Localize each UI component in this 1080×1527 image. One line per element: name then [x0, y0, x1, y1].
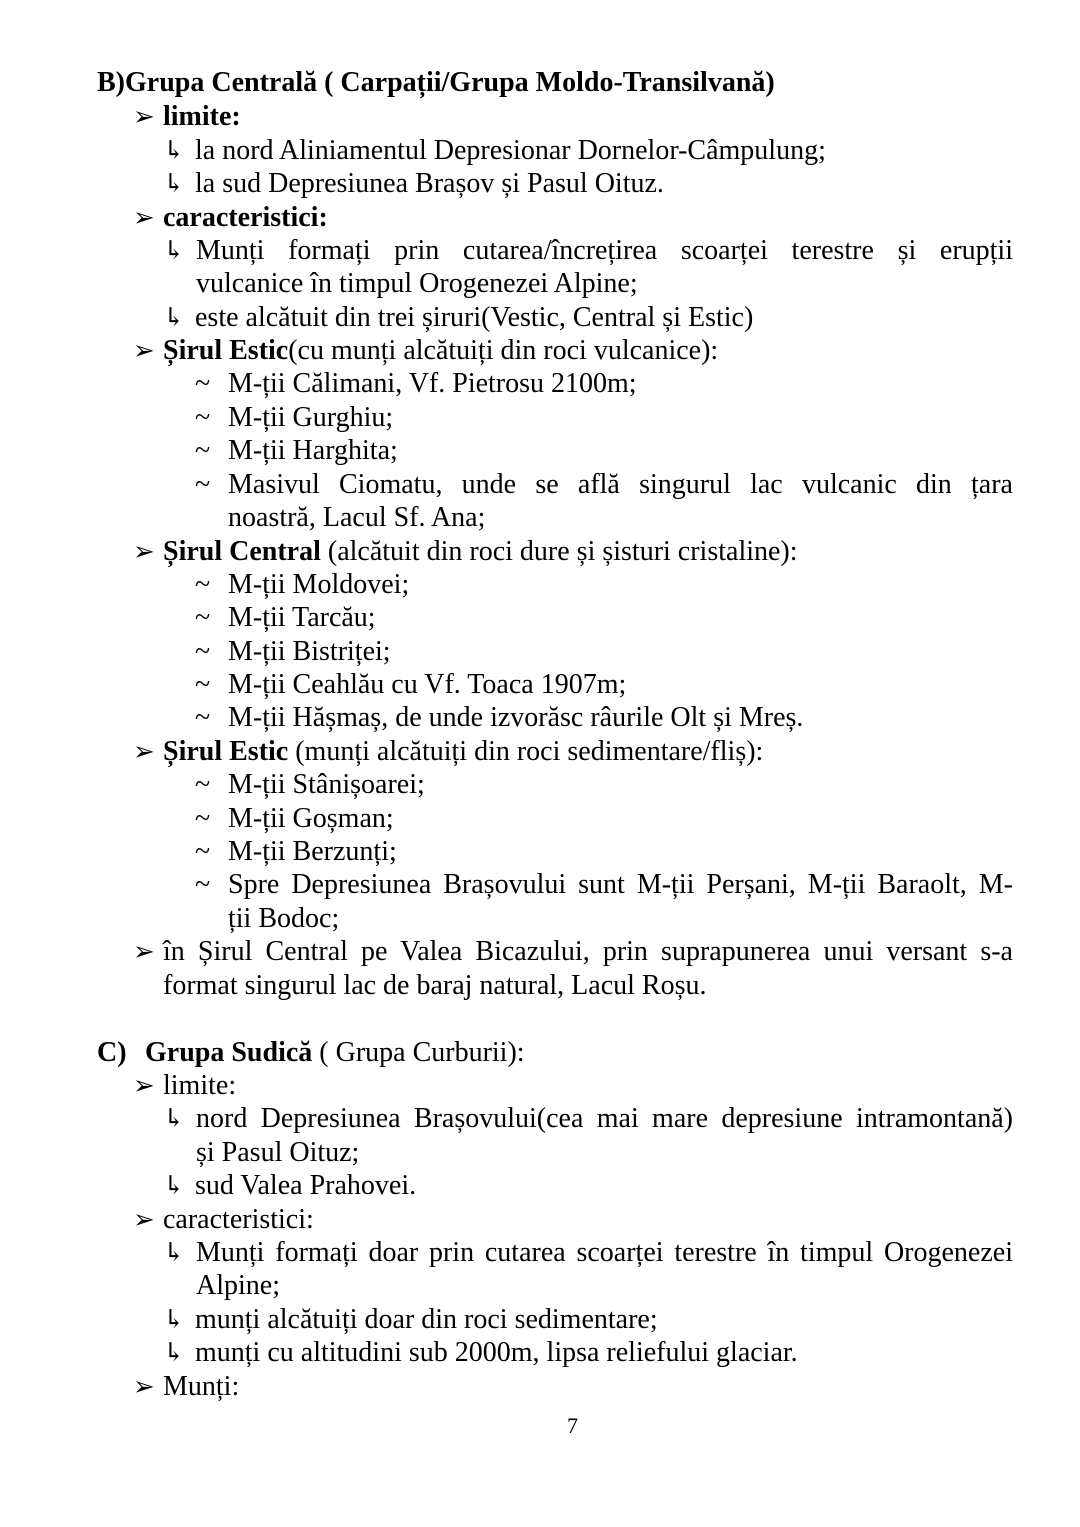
- hooked-arrow-icon: ↳: [163, 1238, 185, 1267]
- arrow-bullet-icon: ➢: [133, 1071, 155, 1100]
- c-caract-3: [163, 1336, 798, 1369]
- c-limite-2-text: sud Valea Prahovei.: [195, 1170, 417, 1201]
- sir1-item: [195, 468, 228, 501]
- sir3-desc: (munți alcătuiți din roci sedimentare/fliș):: [288, 736, 764, 767]
- sir1-item4-line2: noastră, Lacul Sf. Ana;: [228, 502, 486, 533]
- sir-estic-sedimentar: [133, 735, 763, 768]
- section-c-title: Grupa Sudică: [145, 1037, 313, 1068]
- tilde-bullet-icon: ~: [195, 769, 211, 800]
- caract-b-1-line2: vulcanice în timpul Orogenezei Alpine;: [196, 268, 638, 299]
- arrow-bullet-icon: ➢: [133, 737, 155, 766]
- tilde-bullet-icon: ~: [195, 869, 211, 900]
- caracteristici-item: [133, 201, 328, 234]
- arrow-bullet-icon: ➢: [133, 203, 155, 232]
- tilde-bullet-icon: ~: [195, 836, 211, 867]
- c-munti-item: [133, 1370, 239, 1403]
- tilde-bullet-icon: ~: [195, 435, 211, 466]
- sir2-item-text: M-ții Ceahlău cu Vf. Toaca 1907m;: [228, 669, 627, 700]
- sir2-item-text: M-ții Hășmaș, de unde izvorăsc râurile Olt și Mreș.: [228, 702, 804, 733]
- sir1-item: [195, 434, 398, 467]
- c-caract-2-text: munți alcătuiți doar din roci sedimentare;: [195, 1304, 658, 1335]
- arrow-bullet-icon: ➢: [133, 1205, 155, 1234]
- sir3-item4-line1: Spre Depresiunea Brașovului sunt M-ții Perșani, M-ții Baraolt, M-: [228, 869, 1013, 900]
- caract-b-2-text: este alcătuit din trei șiruri(Vestic, Central și Estic): [195, 302, 754, 333]
- tilde-bullet-icon: ~: [195, 368, 211, 399]
- c-limite-1: [163, 1102, 195, 1135]
- c-limite-1-line2: și Pasul Oituz;: [196, 1137, 360, 1168]
- section-b-label: B): [97, 67, 125, 98]
- hooked-arrow-icon: ↳: [163, 1104, 185, 1133]
- c-caract-2: [163, 1303, 658, 1336]
- section-c-heading: [97, 1036, 525, 1069]
- hooked-arrow-icon: ↳: [163, 236, 185, 265]
- c-munti-heading: Munți:: [163, 1371, 240, 1402]
- sir3-item: [195, 768, 425, 801]
- limite-north: [163, 134, 826, 167]
- sir2-desc: (alcătuit din roci dure și șisturi cristaline):: [320, 536, 798, 567]
- sir3-item: [195, 802, 394, 835]
- limite-north-text: la nord Aliniamentul Depresionar Dornelor-Câmpulung;: [195, 135, 826, 166]
- sir2-title: Șirul Central: [163, 536, 321, 567]
- arrow-bullet-icon: ➢: [133, 537, 155, 566]
- final-b-bullet: [133, 935, 163, 968]
- sir2-item-text: M-ții Bistriței;: [228, 636, 391, 667]
- c-caract-heading: caracteristici:: [163, 1204, 314, 1235]
- sir1-item: [195, 401, 393, 434]
- arrow-bullet-icon: ➢: [133, 1372, 155, 1401]
- sir2-item: [195, 701, 803, 734]
- c-limite-2: [163, 1169, 416, 1202]
- limite-south-text: la sud Depresiunea Brașov și Pasul Oituz.: [195, 168, 664, 199]
- tilde-bullet-icon: ~: [195, 669, 211, 700]
- sir3-title: Șirul Estic: [163, 736, 289, 767]
- sir1-item-text: M-ții Călimani, Vf. Pietrosu 2100m;: [228, 368, 637, 399]
- tilde-bullet-icon: ~: [195, 803, 211, 834]
- tilde-bullet-icon: ~: [195, 602, 211, 633]
- caract-b-1: [163, 234, 195, 267]
- sir2-item: [195, 568, 409, 601]
- sir-estic-vulcanic: [133, 334, 718, 367]
- sir3-item-text: M-ții Stânișoarei;: [228, 769, 425, 800]
- sir2-item: [195, 635, 391, 668]
- sir1-title: Șirul Estic: [163, 335, 289, 366]
- c-caract-3-text: munți cu altitudini sub 2000m, lipsa reliefului glaciar.: [195, 1337, 798, 1368]
- sir3-item: [195, 835, 397, 868]
- final-b-line1: în Șirul Central pe Valea Bicazului, prin suprapunerea unui versant s-a: [163, 936, 1013, 967]
- sir2-item-text: M-ții Moldovei;: [228, 569, 410, 600]
- sir3-item: [195, 868, 228, 901]
- arrow-bullet-icon: ➢: [133, 102, 155, 131]
- tilde-bullet-icon: ~: [195, 636, 211, 667]
- arrow-bullet-icon: ➢: [133, 937, 155, 966]
- hooked-arrow-icon: ↳: [163, 1338, 185, 1367]
- section-b-heading: [97, 66, 775, 99]
- sir3-item-text: M-ții Berzunți;: [228, 836, 397, 867]
- tilde-bullet-icon: ~: [195, 469, 211, 500]
- c-limite-item: [133, 1069, 236, 1102]
- tilde-bullet-icon: ~: [195, 402, 211, 433]
- section-b-title: Grupa Centrală ( Carpații/Grupa Moldo-Transilvană): [125, 67, 775, 98]
- caracteristici-heading: caracteristici:: [163, 202, 328, 233]
- section-c-label: C): [97, 1037, 127, 1068]
- limite-south: [163, 167, 664, 200]
- sir3-item-text: M-ții Goșman;: [228, 803, 394, 834]
- limite-item: [133, 100, 241, 133]
- caract-b-2: [163, 301, 753, 334]
- final-b-line2: format singurul lac de baraj natural, Lacul Roșu.: [163, 970, 707, 1001]
- hooked-arrow-icon: ↳: [163, 169, 185, 198]
- sir2-item: [195, 668, 626, 701]
- caract-b-1-line1: Munți formați prin cutarea/încrețirea scoarței terestre și erupții: [196, 235, 1013, 266]
- c-limite-1-line1: nord Depresiunea Brașovului(cea mai mare depresiune intramontană): [196, 1103, 1013, 1134]
- c-caract-1: [163, 1236, 195, 1269]
- hooked-arrow-icon: ↳: [163, 1305, 185, 1334]
- limite-heading: limite:: [163, 101, 241, 132]
- c-caract-item: [133, 1203, 314, 1236]
- sir3-item4-line2: ții Bodoc;: [228, 903, 340, 934]
- sir1-item-text: M-ții Harghita;: [228, 435, 398, 466]
- c-limite-heading: limite:: [163, 1070, 237, 1101]
- sir2-item: [195, 601, 376, 634]
- sir2-item-text: M-ții Tarcău;: [228, 602, 376, 633]
- page-number: 7: [567, 1413, 578, 1438]
- sir1-item4-line1: Masivul Ciomatu, unde se află singurul lac vulcanic din țara: [228, 469, 1013, 500]
- section-c-subtitle: ( Grupa Curburii):: [312, 1037, 525, 1068]
- hooked-arrow-icon: ↳: [163, 303, 185, 332]
- sir-central: [133, 535, 798, 568]
- sir1-item-text: M-ții Gurghiu;: [228, 402, 394, 433]
- sir1-item: [195, 367, 637, 400]
- tilde-bullet-icon: ~: [195, 702, 211, 733]
- sir1-desc: (cu munți alcătuiți din roci vulcanice):: [288, 335, 719, 366]
- arrow-bullet-icon: ➢: [133, 336, 155, 365]
- c-caract-1-line1: Munți formați doar prin cutarea scoarței terestre în timpul Orogenezei: [196, 1237, 1013, 1268]
- hooked-arrow-icon: ↳: [163, 1171, 185, 1200]
- tilde-bullet-icon: ~: [195, 569, 211, 600]
- hooked-arrow-icon: ↳: [163, 136, 185, 165]
- c-caract-1-line2: Alpine;: [196, 1270, 280, 1301]
